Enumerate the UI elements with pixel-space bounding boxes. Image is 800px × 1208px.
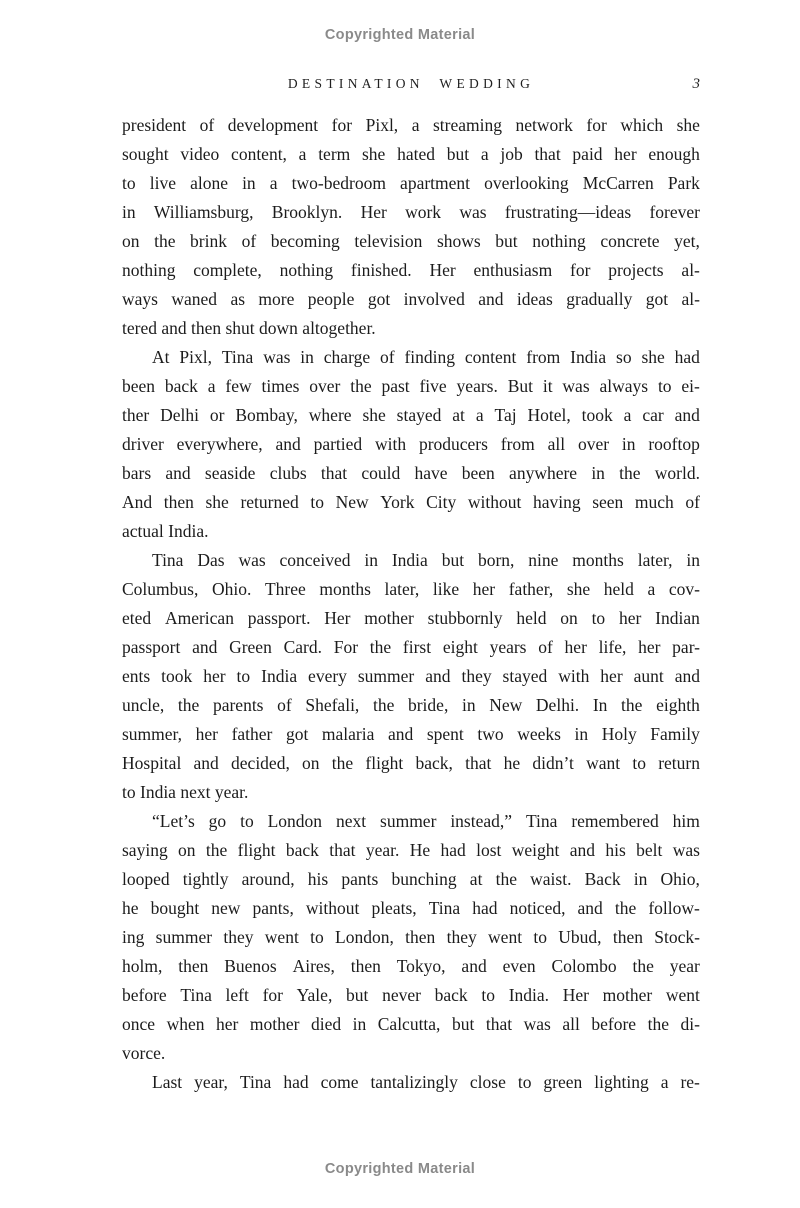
text-line: saying on the flight back that year. He had lost weight and his belt was (122, 840, 700, 860)
text-line: “Let’s go to London next summer instead,” Tina remembered him (152, 811, 700, 831)
text-line: president of development for Pixl, a streaming network for which she (122, 115, 700, 135)
text-line: summer, her father got malaria and spent two weeks in Holy Family (122, 724, 700, 744)
text-line: holm, then Buenos Aires, then Tokyo, and even Colombo the year (122, 956, 700, 976)
text-line: looped tightly around, his pants bunching at the waist. Back in Ohio, (122, 869, 700, 889)
text-line: Last year, Tina had come tantalizingly close to green lighting a re- (152, 1072, 700, 1092)
running-header-title: DESTINATION WEDDING (287, 76, 535, 91)
text-line: actual India. (122, 521, 209, 541)
text-line: At Pixl, Tina was in charge of finding content from India so she had (152, 347, 700, 367)
text-line: bars and seaside clubs that could have been anywhere in the world. (122, 463, 700, 483)
text-line: ing summer they went to London, then they went to Ubud, then Stock- (122, 927, 700, 947)
running-header (122, 76, 700, 96)
page-number: 3 (692, 76, 700, 92)
paragraph (122, 111, 700, 343)
text-line: Tina Das was conceived in India but born, nine months later, in (152, 550, 700, 570)
text-line: And then she returned to New York City without having seen much of (122, 492, 700, 512)
text-line: eted American passport. Her mother stubbornly held on to her Indian (122, 608, 700, 628)
text-line: on the brink of becoming television shows but nothing concrete yet, (122, 231, 700, 251)
text-line: uncle, the parents of Shefali, the bride, in New Delhi. In the eighth (122, 695, 700, 715)
paragraph (122, 807, 700, 1068)
text-line: ents took her to India every summer and they stayed with her aunt and (122, 666, 700, 686)
text-line: vorce. (122, 1043, 166, 1063)
text-line: Columbus, Ohio. Three months later, like her father, she held a cov- (122, 579, 700, 599)
text-line: been back a few times over the past five years. But it was always to ei- (122, 376, 700, 396)
paragraph (122, 546, 700, 807)
text-line: to live alone in a two-bedroom apartment overlooking McCarren Park (122, 173, 700, 193)
paragraph (122, 1068, 700, 1097)
copyright-notice-top: Copyrighted Material (324, 27, 476, 43)
body-text (122, 111, 700, 1097)
text-line: ther Delhi or Bombay, where she stayed at a Taj Hotel, took a car and (122, 405, 700, 425)
text-line: ways waned as more people got involved and ideas gradually got al- (122, 289, 700, 309)
paragraph (122, 343, 700, 546)
text-line: to India next year. (122, 782, 249, 802)
text-line: nothing complete, nothing finished. Her enthusiasm for projects al- (122, 260, 700, 280)
text-line: in Williamsburg, Brooklyn. Her work was frustrating—ideas forever (122, 202, 700, 222)
text-line: once when her mother died in Calcutta, but that was all before the di- (122, 1014, 700, 1034)
copyright-notice-bottom: Copyrighted Material (324, 1161, 476, 1177)
text-line: passport and Green Card. For the first eight years of her life, her par- (122, 637, 700, 657)
text-line: sought video content, a term she hated but a job that paid her enough (122, 144, 700, 164)
text-line: driver everywhere, and partied with producers from all over in rooftop (122, 434, 700, 454)
text-line: Hospital and decided, on the flight back, that he didn’t want to return (122, 753, 700, 773)
text-line: he bought new pants, without pleats, Tina had noticed, and the follow- (122, 898, 700, 918)
text-line: before Tina left for Yale, but never back to India. Her mother went (122, 985, 700, 1005)
text-line: tered and then shut down altogether. (122, 318, 376, 338)
